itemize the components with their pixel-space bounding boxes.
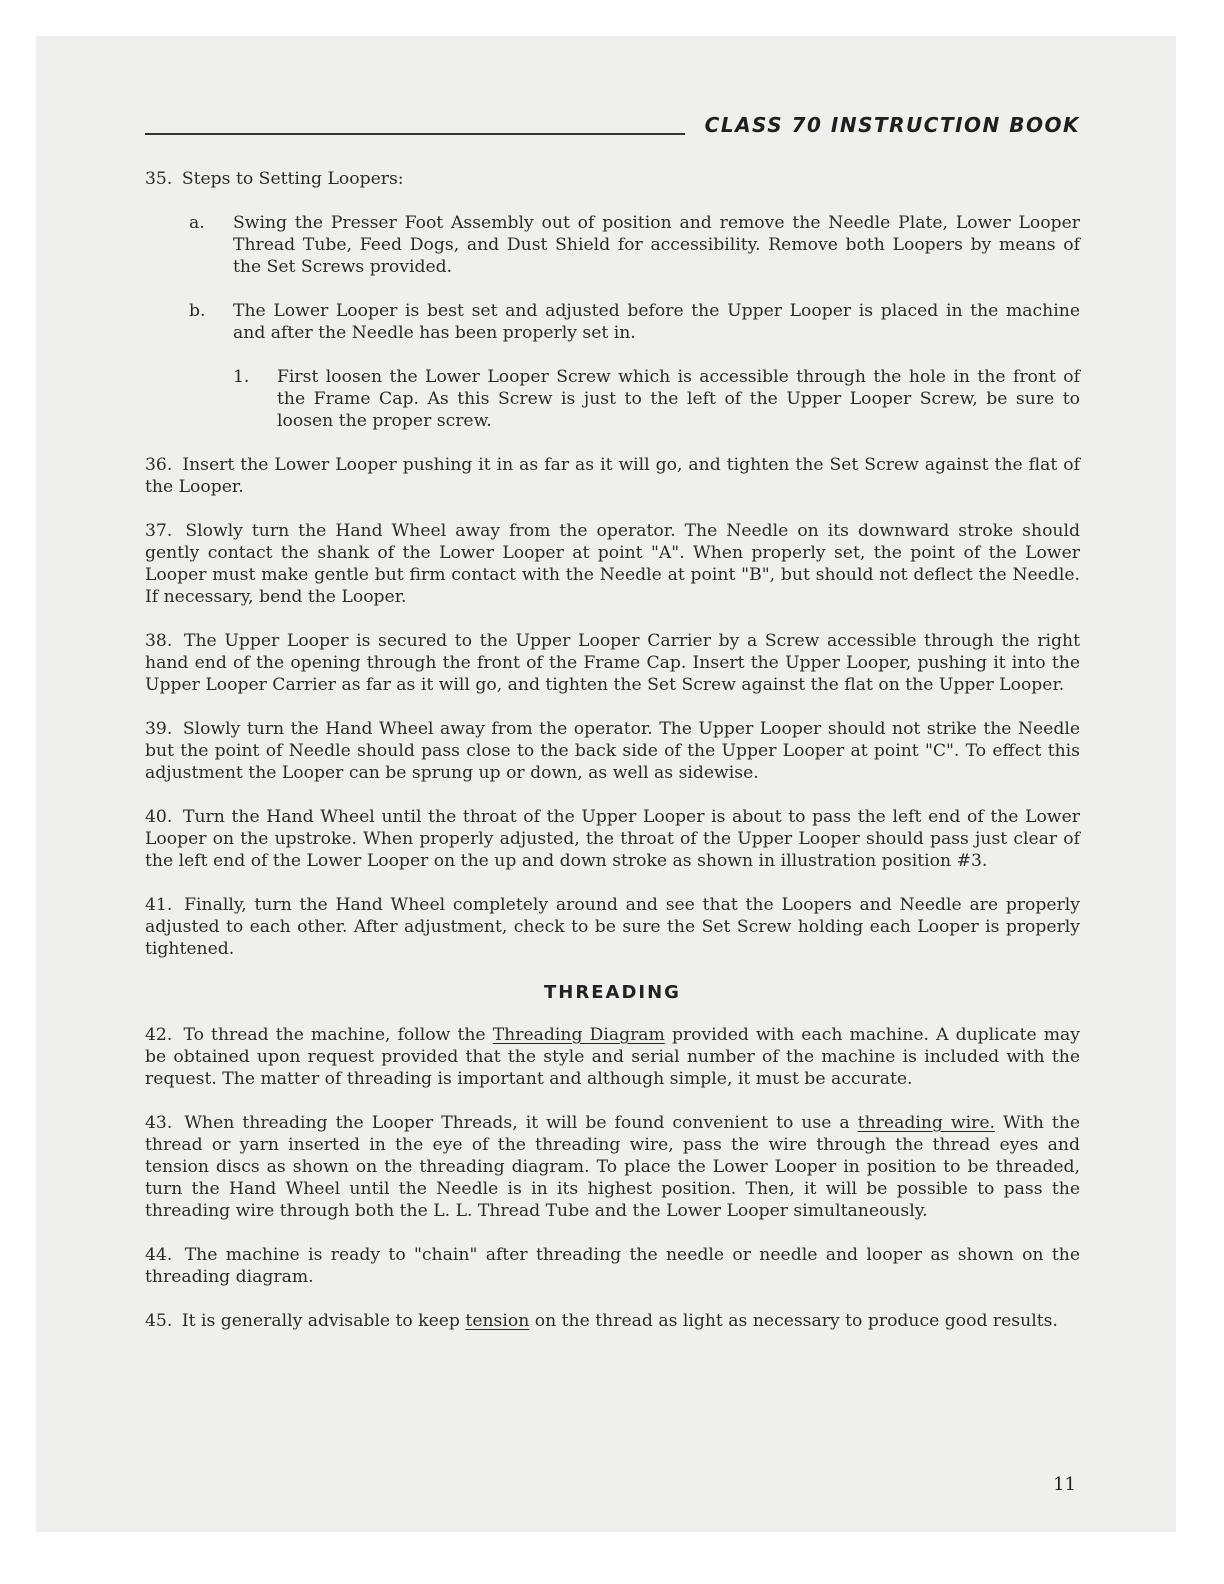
page-content: [145, 168, 1080, 1354]
paragraph-number: 39.: [145, 719, 173, 739]
header-rule: [145, 133, 685, 135]
paragraph-43: [145, 1112, 1080, 1222]
paragraph-text: Slowly turn the Hand Wheel away from the operator. The Needle on its downward stroke should gently contact the shank of the Lower Looper at point "A". When properly set, the point of the Lower Looper must make gentle but firm contact with the Needle at point "B", but should not deflect the Needle. If necessary, bend the Looper.: [145, 521, 1080, 607]
paragraph-text: Slowly turn the Hand Wheel away from the operator. The Upper Looper should not strike the Needle but the point of Needle should pass close to the back side of the Upper Looper at point "C". To effect this adjustment the Looper can be sprung up or down, as well as sidewise.: [145, 719, 1080, 783]
header-title: CLASS 70 INSTRUCTION BOOK: [704, 113, 1080, 137]
step-text: Swing the Presser Foot Assembly out of position and remove the Needle Plate, Lower Looper Thread Tube, Feed Dogs, and Dust Shield for accessibility. Remove both Loopers by means of the Set Screws provided.: [233, 213, 1080, 277]
paragraph-number: 44.: [145, 1245, 173, 1265]
paragraph-number: 43.: [145, 1113, 173, 1133]
paragraph-text: Turn the Hand Wheel until the throat of the Upper Looper is about to pass the left end of the Lower Looper on the upstroke. When properly adjusted, the throat of the Upper Looper should pass just clear of the left end of the Lower Looper on the up and down stroke as shown in illustration position #3.: [145, 807, 1080, 871]
paragraph-text: To thread the machine, follow the: [183, 1025, 493, 1045]
step-marker: b.: [189, 301, 206, 321]
paragraph-number: 36.: [145, 455, 173, 475]
paragraph-number: 38.: [145, 631, 173, 651]
underlined-term: Threading Diagram: [492, 1025, 665, 1045]
paragraph-text: The machine is ready to "chain" after threading the needle or needle and looper as shown on the threading diagram.: [145, 1245, 1080, 1287]
section-title-threading: THREADING: [544, 982, 681, 1003]
paragraph-text: With the thread or yarn inserted in the eye of the threading wire, pass the wire through the thread eyes and tension discs as shown on the threading diagram. To place the Lower Looper in position to be threaded, turn the Hand Wheel until the Needle is in its highest position. Then, it will be possible to pass the threading wire through both the L. L. Thread Tube and the Lower Looper simultaneously.: [145, 1113, 1080, 1221]
paragraph-44: [145, 1244, 1080, 1288]
paragraph-41: [145, 894, 1080, 960]
paragraph-text: provided with each machine. A duplicate may be obtained upon request provided that the style and serial number of the machine is included with the request. The matter of threading is important and although simple, it must be accurate.: [145, 1025, 1080, 1089]
paragraph-42: [145, 1024, 1080, 1090]
step-marker: a.: [189, 213, 205, 233]
paragraph-number: 40.: [145, 807, 173, 827]
paragraph-text: It is generally advisable to keep: [181, 1311, 466, 1331]
paragraph-40: [145, 806, 1080, 872]
paragraph-number: 41.: [145, 895, 173, 915]
underlined-term: tension: [465, 1311, 530, 1331]
paragraph-number: 37.: [145, 521, 173, 541]
paragraph-text: When threading the Looper Threads, it will be found convenient to use a: [184, 1113, 858, 1133]
page-header: [145, 113, 1080, 137]
paragraph-38: [145, 630, 1080, 696]
paragraph-36: [145, 454, 1080, 498]
paragraph-37: [145, 520, 1080, 608]
paragraph-text: The Upper Looper is secured to the Upper Looper Carrier by a Screw accessible through the right hand end of the opening through the front of the Frame Cap. Insert the Upper Looper, pushing it into the Upper Looper Carrier as far as it will go, and tighten the Set Screw against the flat on the Upper Looper.: [145, 631, 1081, 695]
paragraph-text: Steps to Setting Loopers:: [181, 169, 404, 189]
step-text: First loosen the Lower Looper Screw which is accessible through the hole in the front of the Frame Cap. As this Screw is just to the left of the Upper Looper Screw, be sure to loosen the proper screw.: [277, 367, 1080, 431]
paragraph-45: [145, 1310, 1080, 1332]
step-b-1: [145, 366, 1080, 432]
paragraph-text: Finally, turn the Hand Wheel completely around and see that the Loopers and Needle are properly adjusted to each other. After adjustment, check to be sure the Set Screw holding each Looper is properly tightened.: [145, 895, 1081, 959]
paragraph-text: Insert the Lower Looper pushing it in as far as it will go, and tighten the Set Screw against the flat of the Looper.: [145, 455, 1080, 497]
step-text: The Lower Looper is best set and adjusted before the Upper Looper is placed in the machine and after the Needle has been properly set in.: [233, 301, 1080, 343]
paragraph-35: [145, 168, 1080, 190]
paragraph-number: 35.: [145, 169, 173, 189]
underlined-term: threading wire.: [857, 1113, 995, 1133]
paragraph-39: [145, 718, 1080, 784]
paragraph-text: on the thread as light as necessary to produce good results.: [529, 1311, 1058, 1331]
page-number: 11: [1053, 1474, 1076, 1495]
step-a: [145, 212, 1080, 278]
step-marker: 1.: [233, 367, 250, 387]
paragraph-number: 42.: [145, 1025, 173, 1045]
paragraph-number: 45.: [145, 1311, 173, 1331]
step-b: [145, 300, 1080, 344]
